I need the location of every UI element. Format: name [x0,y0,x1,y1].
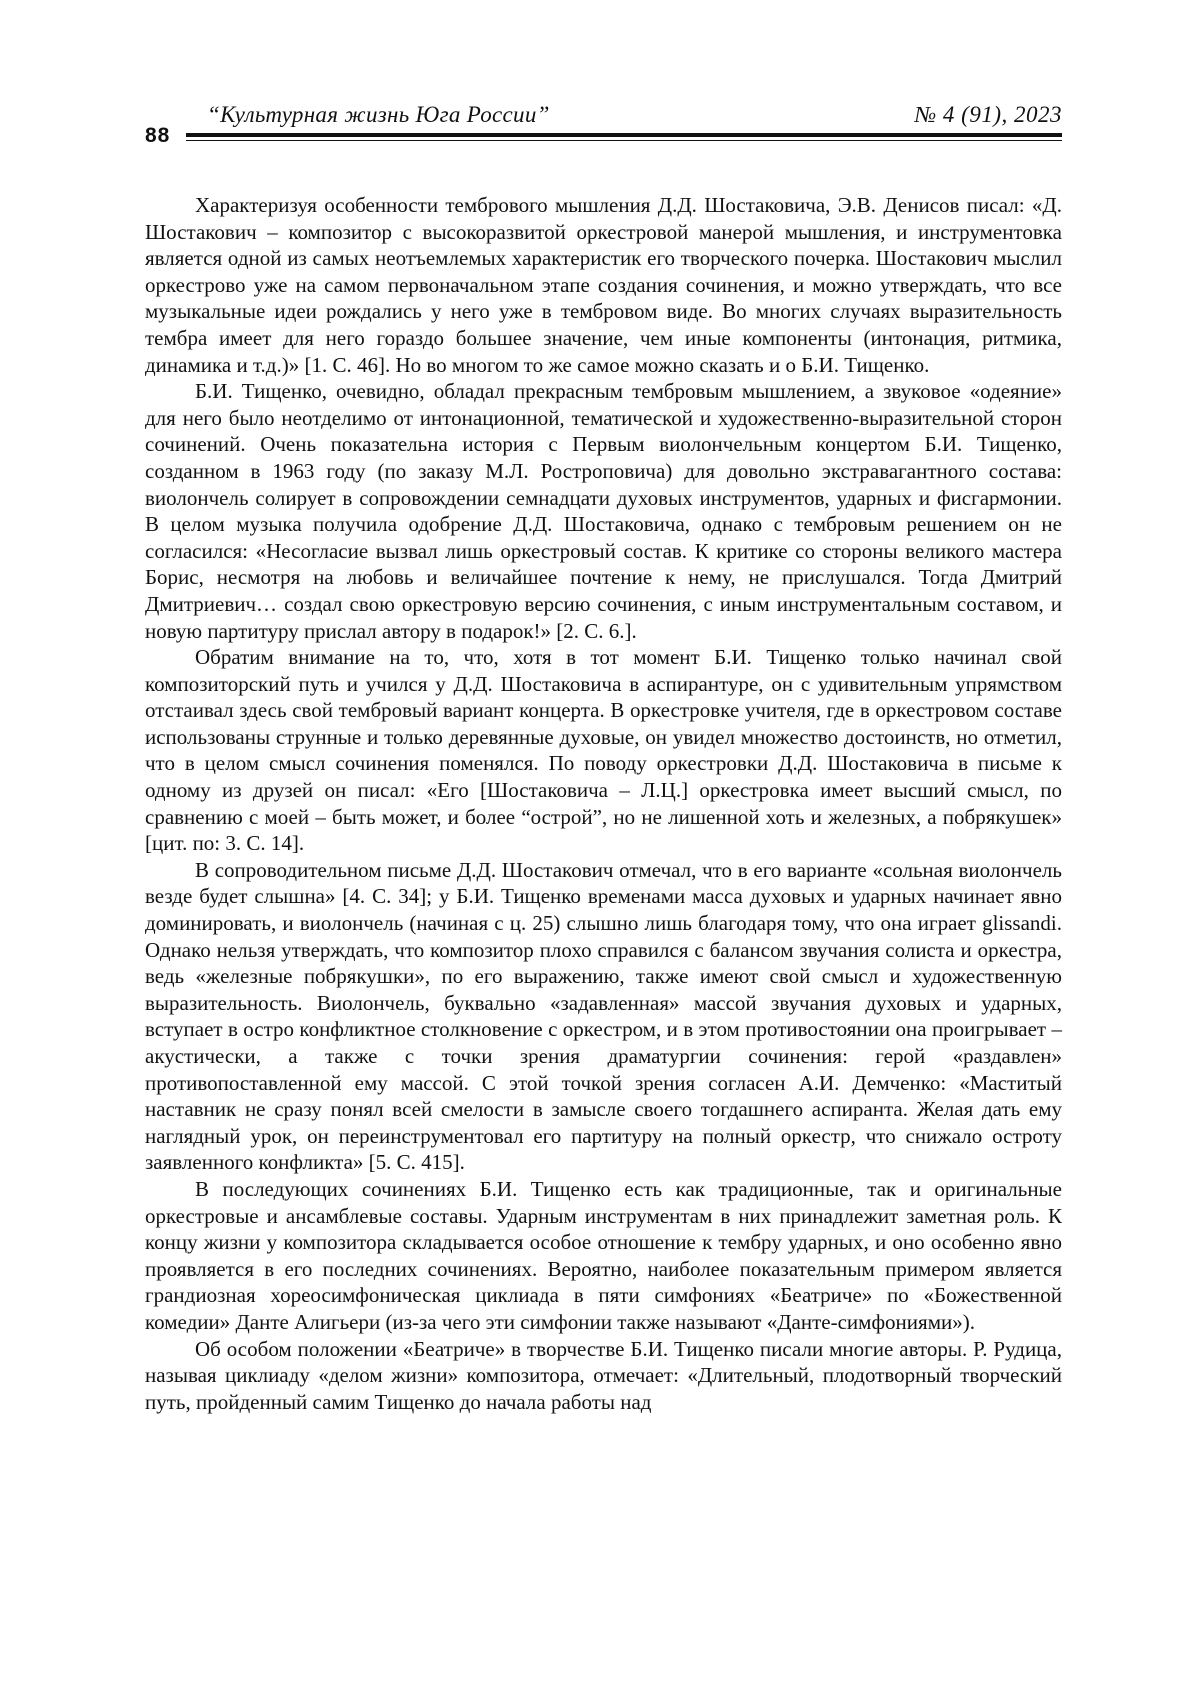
paragraph: Б.И. Тищенко, очевидно, обладал прекрасным тембровым мышлением, а звуковое «одеяние» для него было неотделимо от интонационной, тематической и художественно-выразительной сторон сочинений. Очень показательна история с Первым виолончельным концертом Б.И. Тищенко, созданном в 1963 году (по заказу М.Л. Ростроповича) для довольно экстравагантного состава: виолончель солирует в сопровождении семнадцати духовых инструментов, ударных и фисгармонии. В целом музыка получила одобрение Д.Д. Шостаковича, однако с тембровым решением он не согласился: «Несогласие вызвал лишь оркестровый состав. К критике со стороны великого мастера Борис, несмотря на любовь и величайшее почтение к нему, не прислушался. Тогда Дмитрий Дмитриевич… создал свою оркестровую версию сочинения, с иным инструментальным составом, и новую партитуру прислал автору в подарок!» [2. С. 6.]. [145,378,1062,644]
paragraph: Об особом положении «Беатриче» в творчестве Б.И. Тищенко писали многие авторы. Р. Рудица, называя циклиаду «делом жизни» композитора, отмечает: «Длительный, плодотворный творческий путь, пройденный самим Тищенко до начала работы над [145,1336,1062,1416]
article-body [145,192,1062,1415]
page-number: 88 [145,124,170,148]
paragraph: В сопроводительном письме Д.Д. Шостакович отмечал, что в его варианте «сольная виолончель везде будет слышна» [4. С. 34]; у Б.И. Тищенко временами масса духовых и ударных начинает явно доминировать, и виолончель (начиная с ц. 25) слышно лишь благодаря тому, что она играет glissandi. Однако нельзя утверждать, что композитор плохо справился с балансом звучания солиста и оркестра, ведь «железные побрякушки», по его выражению, также имеют свой смысл и художественную выразительность. Виолончель, буквально «задавленная» массой звучания духовых и ударных, вступает в остро конфликтное столкновение с оркестром, и в этом противостоянии она проигрывает – акустически, а также с точки зрения драматургии сочинения: герой «раздавлен» противопоставленной ему массой. С этой точкой зрения согласен А.И. Демченко: «Маститый наставник не сразу понял всей смелости в замысле своего тогдашнего аспиранта. Желая дать ему наглядный урок, он переинструментовал его партитуру на полный оркестр, что снижало остроту заявленного конфликта» [5. С. 415]. [145,857,1062,1176]
paragraph: В последующих сочинениях Б.И. Тищенко есть как традиционные, так и оригинальные оркестровые и ансамблевые составы. Ударным инструментам в них принадлежит заметная роль. К концу жизни у композитора складывается особое отношение к тембру ударных, и оно особенно явно проявляется в его последних сочинениях. Вероятно, наиболее показательным примером является грандиозная хореосимфоническая циклиада в пяти симфониях «Беатриче» по «Божественной комедии» Данте Алигьери (из-за чего эти симфонии также называют «Данте-симфониями»). [145,1176,1062,1336]
journal-title: “Культурная жизнь Юга России” [207,102,550,128]
paragraph: Характеризуя особенности тембрового мышления Д.Д. Шостаковича, Э.В. Денисов писал: «Д. Шостакович – композитор с высокоразвитой оркестровой манерой мышления, и инструментовка является одной из самых неотъемлемых характеристик его творческого почерка. Шостакович мыслил оркестрово уже на самом первоначальном этапе создания сочинения, и можно утверждать, что все музыкальные идеи рождались у него уже в тембровом виде. Во многих случаях выразительность тембра имеет для него гораздо большее значение, чем иные компоненты (интонация, ритмика, динамика и т.д.)» [1. С. 46]. Но во многом то же самое можно сказать и о Б.И. Тищенко. [145,192,1062,378]
header-rule-thick [186,133,1062,137]
header-rule-thin [186,140,1062,141]
paragraph: Обратим внимание на то, что, хотя в тот момент Б.И. Тищенко только начинал свой композиторский путь и учился у Д.Д. Шостаковича в аспирантуре, он с удивительным упрямством отстаивал здесь свой тембровый вариант концерта. В оркестровке учителя, где в оркестровом составе использованы струнные и только деревянные духовые, он увидел множество достоинств, но отметил, что в целом смысл сочинения поменялся. По поводу оркестровки Д.Д. Шостаковича в письме к одному из друзей он писал: «Его [Шостаковича – Л.Ц.] оркестровка имеет высший смысл, по сравнению с моей – быть может, и более “острой”, но не лишенной хоть и железных, а побрякушек» [цит. по: 3. С. 14]. [145,644,1062,857]
issue-info: № 4 (91), 2023 [914,102,1062,128]
